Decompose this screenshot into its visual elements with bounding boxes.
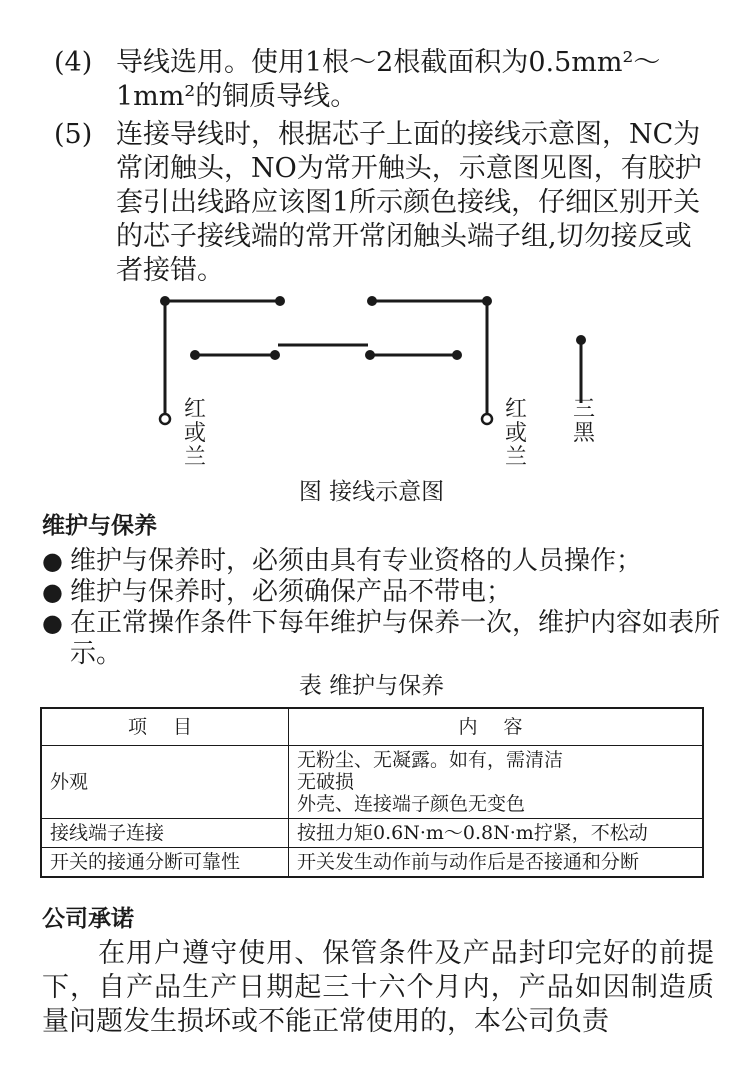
section-heading-maintenance: 维护与保养	[42, 513, 157, 539]
table-row	[41, 819, 703, 848]
table-cell-content	[289, 746, 704, 819]
terminal-dot	[576, 335, 586, 345]
instruction-item-4	[54, 46, 714, 114]
item-number: (5)	[54, 119, 93, 150]
terminal-dot	[190, 350, 200, 360]
wire-end-terminal	[160, 414, 170, 424]
item-number: (4)	[54, 47, 93, 78]
table-cell-item: 接线端子连接	[41, 819, 289, 848]
table-caption: 表 维护与保养	[298, 673, 445, 699]
table-cell-item: 开关的接通分断可靠性	[41, 848, 289, 878]
list-item	[42, 546, 722, 577]
maintenance-table	[40, 707, 704, 878]
terminal-dot	[160, 296, 170, 306]
table-cell-item: 外观	[41, 746, 289, 819]
wire-color-label-left: 红或兰	[183, 397, 206, 470]
instruction-item-5	[54, 118, 714, 288]
promise-paragraph: 在用户遵守使用、保管条件及产品封印完好的前提下，自产品生产日期起三十六个月内，产品如因制造质量问题发生损坏或不能正常使用的，本公司负责	[42, 938, 714, 1037]
content-line: 无破损	[297, 771, 355, 793]
wire-color-label-right: 红或兰	[504, 397, 527, 470]
column-header-item: 项 目	[41, 708, 289, 746]
table-header-row	[41, 708, 703, 746]
bullet-dot-icon: ●	[42, 547, 63, 575]
bullet-dot-icon: ●	[42, 609, 63, 637]
terminal-dot	[275, 296, 285, 306]
table-row	[41, 848, 703, 878]
content-line: 外壳、连接端子颜色无变色	[297, 793, 526, 815]
item-text: 连接导线时，根据芯子上面的接线示意图，NC为常闭触头，NO为常开触头，示意图见图，有胶护套引出线路应该图1所示颜色接线，仔细区别开关的芯子接线端的常开常闭触头端子组,切勿接反或者接错。	[116, 119, 702, 286]
maintenance-bullet-list	[42, 546, 722, 670]
wire-end-terminal	[482, 414, 492, 424]
wire-color-label-ground: 三黑	[572, 397, 595, 446]
bullet-text: 维护与保养时，必须由具有专业资格的人员操作；	[70, 546, 643, 576]
bullet-dot-icon: ●	[42, 578, 63, 606]
table-cell-content: 按扭力矩0.6N·m～0.8N·m拧紧，不松动	[289, 819, 704, 848]
terminal-dot	[482, 296, 492, 306]
bullet-text: 维护与保养时，必须确保产品不带电；	[70, 577, 513, 607]
section-heading-promise: 公司承诺	[42, 906, 134, 932]
table-row	[41, 746, 703, 819]
list-item	[42, 608, 722, 670]
content-line: 无粉尘、无凝露。如有，需清洁	[297, 749, 564, 771]
column-header-content: 内 容	[289, 708, 704, 746]
list-item	[42, 577, 722, 608]
wiring-diagram	[150, 285, 610, 475]
figure-caption: 图 接线示意图	[298, 479, 445, 505]
terminal-dot	[365, 350, 375, 360]
table-cell-content: 开关发生动作前与动作后是否接通和分断	[289, 848, 704, 878]
terminal-dot	[452, 350, 462, 360]
terminal-dot	[367, 296, 377, 306]
bullet-text: 在正常操作条件下每年维护与保养一次，维护内容如表所示。	[70, 608, 721, 669]
terminal-dot	[270, 350, 280, 360]
item-text: 导线选用。使用1根～2根截面积为0.5mm²～1mm²的铜质导线。	[116, 47, 661, 112]
